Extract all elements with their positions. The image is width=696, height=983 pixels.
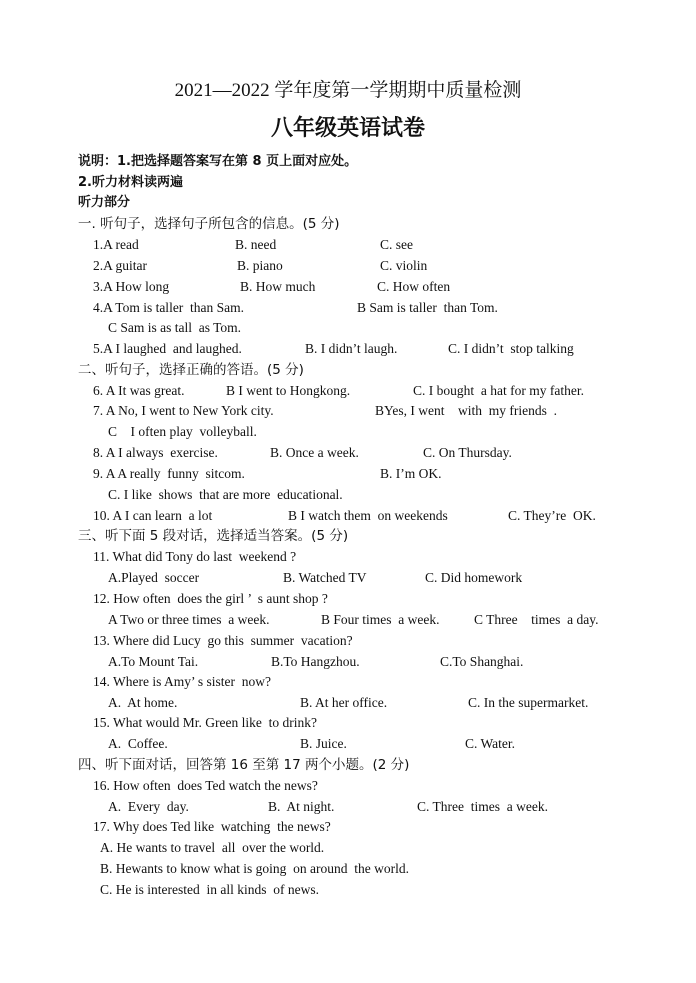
q6-option-b: B I went to Hongkong. <box>226 383 351 398</box>
q12-option-a: A Two or three times a week. <box>108 612 270 627</box>
q5-option-b: B. I didn’t laugh. <box>305 341 398 356</box>
q1-option-c: C. see <box>380 237 413 252</box>
q3-option-c: C. How often <box>377 279 451 294</box>
q4-option-c: C Sam is as tall as Tom. <box>108 320 242 335</box>
q16-option-b: B. At night. <box>268 799 335 814</box>
q14-option-c: C. In the supermarket. <box>468 695 589 710</box>
q17-option-b: B. Hewants to know what is going on around the world. <box>100 861 409 876</box>
q16-option-c: C. Three times a week. <box>417 799 548 814</box>
q13-option-c: C.To Shanghai. <box>440 654 524 669</box>
q8-option-a: 8. A I always exercise. <box>93 445 218 460</box>
q9-option-c: C. I like shows that are more educational. <box>108 487 343 502</box>
q11-question: 11. What did Tony do last weekend ? <box>93 549 297 564</box>
q3-option-b: B. How much <box>240 279 316 294</box>
q2-option-b: B. piano <box>237 258 283 273</box>
q17-option-c: C. He is interested in all kinds of news. <box>100 882 319 897</box>
q4-option-b: B Sam is taller than Tom. <box>357 300 498 315</box>
q2-option-c: C. violin <box>380 258 428 273</box>
q1-option-a: 1.A read <box>93 237 139 252</box>
q2-option-a: 2.A guitar <box>93 258 147 273</box>
q11-option-b: B. Watched TV <box>283 570 367 585</box>
q7-option-c: C I often play volleyball. <box>108 424 257 439</box>
q9-option-a: 9. A A really funny sitcom. <box>93 466 245 481</box>
q11-option-a: A.Played soccer <box>108 570 200 585</box>
listening-part-heading: 听力部分 <box>78 195 131 210</box>
q11-option-c: C. Did homework <box>425 570 523 585</box>
q12-question: 12. How often does the girl ’ s aunt shop ? <box>93 591 328 606</box>
q13-option-a: A.To Mount Tai. <box>108 654 199 669</box>
q16-option-a: A. Every day. <box>108 799 189 814</box>
section-2-heading: 二、听句子，选择正确的答语。(5 分) <box>78 362 304 378</box>
q14-question: 14. Where is Amy’ s sister now? <box>93 674 271 689</box>
q13-option-b: B.To Hangzhou. <box>271 654 360 669</box>
q10-option-a: 10. A I can learn a lot <box>93 508 213 523</box>
q4-option-a: 4.A Tom is taller than Sam. <box>93 300 245 315</box>
section-3-heading: 三、听下面 5 段对话，选择适当答案。(5 分) <box>78 528 349 544</box>
q10-option-c: C. They’re OK. <box>508 508 596 523</box>
exam-title: 2021—2022 学年度第一学期期中质量检测 <box>174 80 522 101</box>
section-4-heading: 四、听下面对话，回答第 16 至第 17 两个小题。(2 分) <box>78 757 410 773</box>
q5-option-a: 5.A I laughed and laughed. <box>93 341 242 356</box>
q15-option-a: A. Coffee. <box>108 736 168 751</box>
q6-option-a: 6. A It was great. <box>93 383 185 398</box>
q14-option-a: A. At home. <box>108 695 178 710</box>
q17-option-a: A. He wants to travel all over the world. <box>100 840 325 855</box>
instruction-note-1: 说明：1.把选择题答案写在第 8 页上面对应处。 <box>78 154 358 169</box>
section-1-heading: 一. 听句子，选择句子所包含的信息。(5 分) <box>78 216 340 232</box>
instruction-note-2: 2.听力材料读两遍 <box>78 175 183 190</box>
q7-option-b: BYes, I went with my friends . <box>375 403 557 418</box>
q12-option-c: C Three times a day. <box>474 612 599 627</box>
q3-option-a: 3.A How long <box>93 279 170 294</box>
exam-subtitle: 八年级英语试卷 <box>270 115 425 141</box>
q12-option-b: B Four times a week. <box>321 612 440 627</box>
q6-option-c: C. I bought a hat for my father. <box>413 383 584 398</box>
q7-option-a: 7. A No, I went to New York city. <box>93 403 274 418</box>
q13-question: 13. Where did Lucy go this summer vacation? <box>93 633 353 648</box>
q1-option-b: B. need <box>235 237 277 252</box>
q8-option-b: B. Once a week. <box>270 445 359 460</box>
q15-option-b: B. Juice. <box>300 736 347 751</box>
q5-option-c: C. I didn’t stop talking <box>448 341 574 356</box>
q15-question: 15. What would Mr. Green like to drink? <box>93 715 317 730</box>
q15-option-c: C. Water. <box>465 736 516 751</box>
q16-question: 16. How often does Ted watch the news? <box>93 778 318 793</box>
q14-option-b: B. At her office. <box>300 695 388 710</box>
q9-option-b: B. I’m OK. <box>380 466 442 481</box>
q17-question: 17. Why does Ted like watching the news? <box>93 819 331 834</box>
q10-option-b: B I watch them on weekends <box>288 508 448 523</box>
q8-option-c: C. On Thursday. <box>423 445 512 460</box>
